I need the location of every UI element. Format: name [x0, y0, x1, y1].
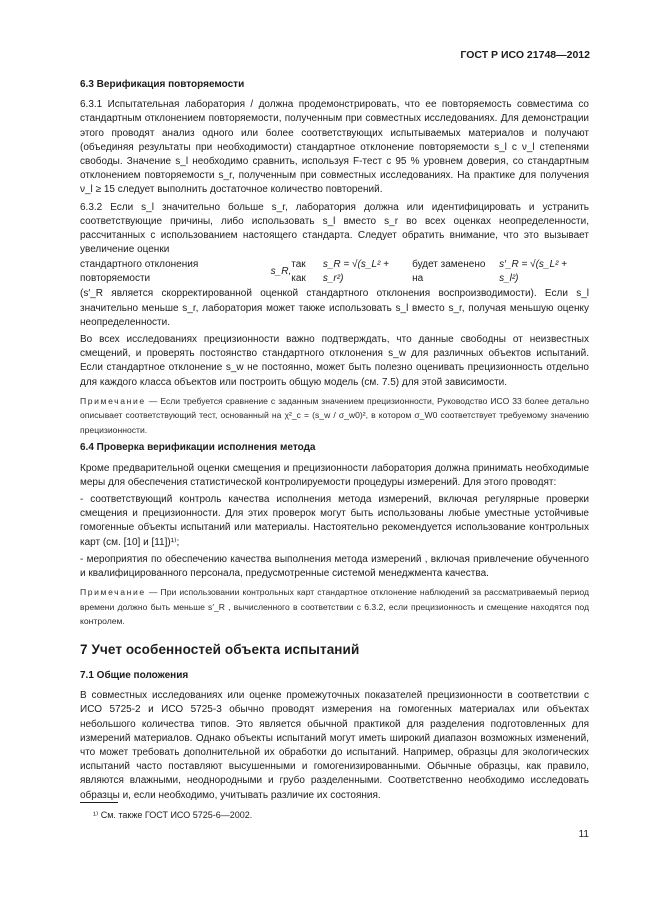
- page-content: [80, 78, 589, 803]
- paragraph-6-3-1: 6.3.1 Испытательная лаборатория / должна продемонстрировать, что ее повторяемость совместима со стандартным отклонением повторяемости, полученным при совместных исследованиях. Для демонстрации этого проводят анализ одного или более соответствующих испытываемых материалов и получают (объединяя результаты при необходимости) стандартное отклонение повторяемости s_l с ν_l степенями свободы. Значение s_l необходимо сравнить, используя F-тест с 95 % уровнем доверия, со стандартным отклонением повторяемости s_r, полученным при совместных исследованиях. На практике для получения ν_l ≥ 15 следует выполнить достаточное количество повторений.: [80, 99, 589, 196]
- note-label: Примечание: [80, 587, 146, 598]
- paragraph-6-4-1: Кроме предварительной оценки смещения и прецизионности лаборатория должна принимать необходимые меры для обеспечения статистической контролируемости процедуры измерений. Для этого проводят:: [80, 462, 589, 488]
- paragraph-6-3-2: 6.3.2 Если s_l значительно больше s_r, лаборатория должна или идентифицировать и устранить соответствующие причины, либо использовать s_l вместо s_r во всех оценках неопределенности, рассчитанных с использованием настоящего стандарта. Следует обратить внимание, что это вызывает увеличение оценки: [80, 201, 589, 256]
- formula-line: [80, 261, 589, 283]
- section-6-3-title: 6.3 Верификация повторяемости: [80, 79, 245, 90]
- formula-so: так как: [291, 259, 306, 285]
- paragraph-6-3-2-cont: (s′_R является скорректированной оценкой стандартного отклонения воспроизводимости). Если s_l значительно меньше s_r, лаборатория может также использовать s_l вместо s_r, получая меньшую оценку неопределенности.: [80, 288, 589, 328]
- note-text: — Если требуется сравнение с заданным значением прецизионности, Руководство ИСО 33 более детально описывает соответствующий тест, основанный на χ²_c = (s_w / σ_w0)², в котором σ_W0 соответствует требуемому значению прецизионности.: [80, 395, 590, 435]
- note-6-3: [80, 394, 589, 438]
- section-7-title: 7 Учет особенностей объекта испытаний: [80, 641, 360, 657]
- note-6-4: [80, 585, 589, 629]
- formula-eq2: s′_R = √(s_L² + s_l²): [499, 259, 568, 285]
- footnote-divider: [80, 802, 118, 803]
- note-text: — При использовании контрольных карт стандартное отклонение наблюдений за рассматриваемый период времени должно быть меньше s′_R , вычисленного в соответствии с 6.3.2, если прецизионность и смещение находятся под контролем.: [80, 587, 590, 627]
- note-label: Примечание: [80, 395, 146, 406]
- paragraph-6-4-2: - соответствующий контроль качества исполнения метода измерений, включая регулярные проверки смещения и прецизионности. Для этих проверок могут быть использованы любые уместные устойчивые гомогенные объекты испытаний или материалы. Настоятельно рекомендуется использование контрольных карт (см. [10] и [11])¹⁾;: [80, 493, 589, 548]
- formula-eq1: s_R = √(s_L² + s_r²): [322, 259, 389, 285]
- page-number: 11: [578, 829, 589, 840]
- formula-text-left: стандартного отклонения повторяемости: [80, 259, 199, 285]
- formula-will: будет заменено на: [412, 259, 486, 285]
- footnote: ¹⁾ См. также ГОСТ ИСО 5725-6—2002.: [93, 810, 253, 820]
- section-7-1-title: 7.1 Общие положения: [80, 669, 189, 681]
- formula-sR: s_R,: [270, 266, 292, 278]
- paragraph-7-1: В совместных исследованиях или оценке промежуточных показателей прецизионности в соответствии с ИСО 5725-2 и ИСО 5725-3 обычно проводят измерения на гомогенных материалах или объектах небольшого количества типов. Это является обычной практикой для разделения подготовленных для измерений материалов. Однако объекты испытаний могут иметь широкий диапазон возможных изменений, что может требовать дополнительной их обработки до испытаний. Например, образцы для экологических испытаний часто поставляют высушенными и гомогенизированными. Обычные образцы, как правило, являются влажными, неоднородными и грубо разделенными. Соответственно необходимо исследовать образцы и, если необходимо, учитывать различие их состояния.: [80, 690, 589, 801]
- document-header: ГОСТ Р ИСО 21748—2012: [460, 49, 590, 61]
- paragraph-6-4-3: - мероприятия по обеспечению качества выполнения метода измерений , включая привлечение обученного и квалифицированного персонала, предусмотренные системой менеджмента качества.: [80, 553, 589, 579]
- paragraph-6-3-3: Во всех исследованиях прецизионности важно подтверждать, что данные свободны от неизвестных смещений, и проверять постоянство стандартного отклонения s_w для различных объектов испытаний. Если стандартное отклонение s_w не постоянно, может быть полезно оценивать прецизионность отдельно для каждого класса объектов или построить общую модель (см. 7.5) для этой зависимости.: [80, 334, 589, 388]
- section-6-4-title: 6.4 Проверка верификации исполнения метода: [80, 442, 316, 454]
